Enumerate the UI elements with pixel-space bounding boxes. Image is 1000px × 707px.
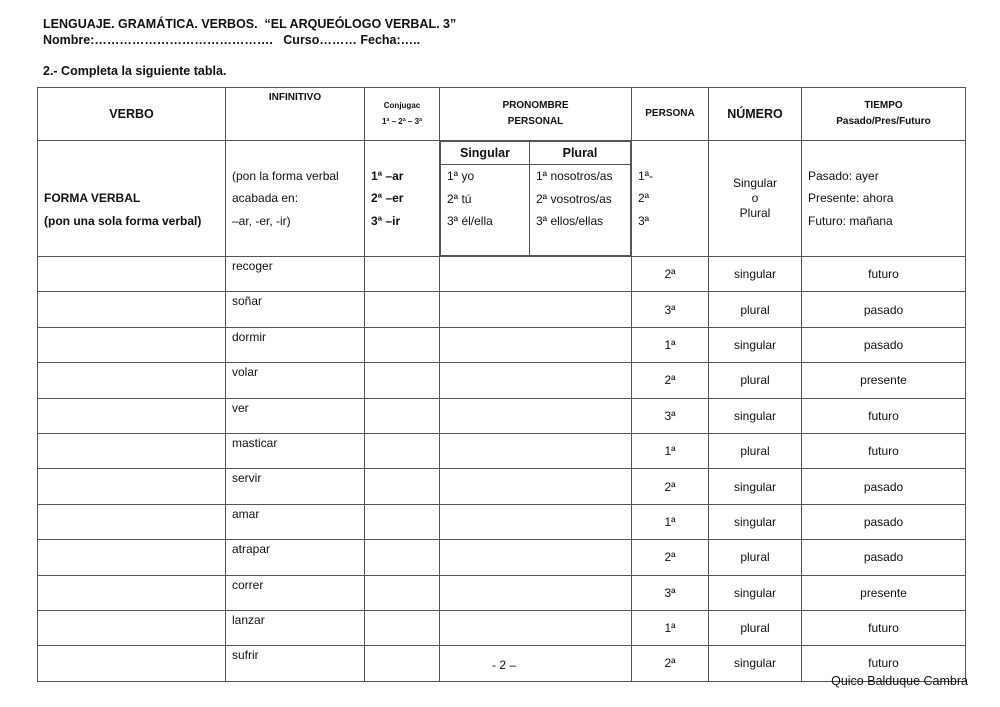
infinitivo-cell: dormir [226, 327, 365, 362]
tiempo-cell: futuro [802, 398, 966, 433]
conjugacion-cell[interactable] [365, 540, 440, 575]
numero-cell: plural [709, 363, 802, 398]
conjugacion-cell[interactable] [365, 398, 440, 433]
header-conjugacion [365, 88, 440, 141]
header-verbo: VERBO [38, 88, 226, 141]
verb-table [37, 87, 966, 682]
table-row [38, 575, 966, 610]
singular-pronoun: 3ª él/ella [447, 214, 493, 228]
table-row [38, 257, 966, 292]
tiempo-cell: presente [802, 363, 966, 398]
table-row [38, 363, 966, 398]
table-row [38, 610, 966, 645]
persona-cell: 2ª [632, 540, 709, 575]
legend-conjugacion [365, 141, 440, 257]
header-tiempo-label: TIEMPO [864, 100, 903, 111]
persona-cell: 3ª [632, 398, 709, 433]
legend-numero [709, 141, 802, 257]
plural-head: Plural [530, 142, 631, 165]
numero-cell: plural [709, 540, 802, 575]
tiempo-cell: pasado [802, 469, 966, 504]
tiempo-cell: pasado [802, 504, 966, 539]
infinitivo-cell: atrapar [226, 540, 365, 575]
conjugacion-cell[interactable] [365, 610, 440, 645]
legend-numero-line: Plural [739, 206, 771, 220]
legend-inf-line: –ar, -er, -ir) [232, 213, 291, 228]
infinitivo-cell: amar [226, 504, 365, 539]
legend-pronombres [440, 141, 632, 257]
legend-persona-line: 1ª- [638, 168, 654, 183]
persona-cell: 3ª [632, 575, 709, 610]
forma-verbal-cell[interactable] [38, 398, 226, 433]
numero-cell: plural [709, 292, 802, 327]
header-tiempo [802, 88, 966, 141]
forma-verbal-cell[interactable] [38, 469, 226, 504]
legend-inf-line: acabada en: [232, 191, 299, 206]
legend-tiempo-line: Presente: ahora [808, 191, 894, 206]
numero-cell: singular [709, 575, 802, 610]
infinitivo-cell: volar [226, 363, 365, 398]
table-row [38, 398, 966, 433]
persona-cell: 2ª [632, 363, 709, 398]
plural-pronoun: 2ª vosotros/as [536, 191, 612, 206]
persona-cell: 3ª [632, 292, 709, 327]
numero-cell: singular [709, 469, 802, 504]
pronoun-subtable [440, 141, 631, 256]
plural-pronoun: 3ª ellos/ellas [536, 214, 604, 228]
tiempo-cell: futuro [802, 610, 966, 645]
numero-cell: plural [709, 610, 802, 645]
forma-verbal-cell[interactable] [38, 504, 226, 539]
singular-pronoun: 2ª tú [447, 191, 472, 206]
header-pronombre-label: PRONOMBRE [502, 100, 569, 111]
header-personal-label: PERSONAL [507, 116, 564, 127]
forma-verbal-cell[interactable] [38, 646, 226, 681]
legend-conj-line: 2ª –er [371, 191, 404, 206]
pronombre-cell[interactable] [440, 469, 632, 504]
legend-forma-verbal-label: FORMA VERBAL [44, 191, 141, 206]
pronombre-cell[interactable] [440, 540, 632, 575]
numero-cell: singular [709, 398, 802, 433]
worksheet-title: LENGUAJE. GRAMÁTICA. VERBOS. “EL ARQUEÓLOGO VERBAL. 3” [43, 17, 457, 31]
header-tiempo-sub: Pasado/Pres/Futuro [836, 116, 931, 127]
persona-cell: 2ª [632, 257, 709, 292]
tiempo-cell: futuro [802, 257, 966, 292]
pronombre-cell[interactable] [440, 646, 632, 681]
pronombre-cell[interactable] [440, 575, 632, 610]
legend-numero-line: Singular [732, 176, 778, 190]
conjugacion-cell[interactable] [365, 469, 440, 504]
singular-pronouns [441, 165, 530, 256]
table-row [38, 292, 966, 327]
legend-infinitivo [226, 141, 365, 257]
plural-pronoun: 1ª nosotros/as [536, 169, 613, 183]
forma-verbal-cell[interactable] [38, 327, 226, 362]
singular-head: Singular [441, 142, 530, 165]
header-conjugac-sub: 1ª – 2ª – 3ª [381, 117, 423, 126]
tiempo-cell: futuro [802, 646, 966, 681]
pronombre-cell[interactable] [440, 257, 632, 292]
infinitivo-cell: sufrir [226, 646, 365, 681]
persona-cell: 1ª [632, 610, 709, 645]
header-infinitivo: INFINITIVO [226, 88, 365, 141]
instruction-text: 2.- Completa la siguiente tabla. [43, 64, 227, 78]
forma-verbal-cell[interactable] [38, 575, 226, 610]
forma-verbal-cell[interactable] [38, 363, 226, 398]
tiempo-cell: pasado [802, 327, 966, 362]
persona-cell: 1ª [632, 504, 709, 539]
author-credit: Quico Balduque Cambra [831, 674, 968, 688]
singular-pronoun: 1ª yo [447, 169, 475, 183]
infinitivo-cell: soñar [226, 292, 365, 327]
tiempo-cell: presente [802, 575, 966, 610]
conjugacion-cell[interactable] [365, 327, 440, 362]
numero-cell: singular [709, 327, 802, 362]
header-conjugac-label: Conjugac [383, 101, 421, 110]
pronombre-cell[interactable] [440, 327, 632, 362]
table-row [38, 433, 966, 468]
forma-verbal-cell[interactable] [38, 292, 226, 327]
forma-verbal-cell[interactable] [38, 540, 226, 575]
legend-row [38, 141, 966, 257]
tiempo-cell: futuro [802, 433, 966, 468]
forma-verbal-cell[interactable] [38, 610, 226, 645]
header-persona: PERSONA [632, 88, 709, 141]
header-numero: NÚMERO [709, 88, 802, 141]
persona-cell: 2ª [632, 646, 709, 681]
header-pronombre [440, 88, 632, 141]
pronombre-cell[interactable] [440, 433, 632, 468]
plural-pronouns [530, 165, 631, 256]
legend-forma-verbal-note: (pon una sola forma verbal) [44, 213, 202, 228]
pronombre-cell[interactable] [440, 363, 632, 398]
table-row [38, 327, 966, 362]
legend-conj-line: 3ª –ir [371, 213, 401, 228]
numero-cell: singular [709, 646, 802, 681]
legend-conj-line: 1ª –ar [371, 168, 404, 183]
forma-verbal-cell[interactable] [38, 257, 226, 292]
table-row [38, 540, 966, 575]
numero-cell: plural [709, 433, 802, 468]
conjugacion-cell[interactable] [365, 257, 440, 292]
pronombre-cell[interactable] [440, 292, 632, 327]
conjugacion-cell[interactable] [365, 575, 440, 610]
persona-cell: 1ª [632, 327, 709, 362]
infinitivo-cell: servir [226, 469, 365, 504]
legend-persona-line: 3ª [638, 213, 650, 228]
conjugacion-cell[interactable] [365, 504, 440, 539]
table-row [38, 504, 966, 539]
legend-tiempo-line: Futuro: mañana [808, 213, 893, 228]
tiempo-cell: pasado [802, 292, 966, 327]
student-info-line: Nombre:……………………………………. Curso……… Fecha:….. [43, 33, 421, 47]
tiempo-cell: pasado [802, 540, 966, 575]
infinitivo-cell: recoger [226, 257, 365, 292]
legend-forma-verbal [38, 141, 226, 257]
conjugacion-cell[interactable] [365, 433, 440, 468]
numero-cell: singular [709, 504, 802, 539]
conjugacion-cell[interactable] [365, 646, 440, 681]
infinitivo-cell: lanzar [226, 610, 365, 645]
conjugacion-cell[interactable] [365, 363, 440, 398]
numero-cell: singular [709, 257, 802, 292]
legend-persona-line: 2ª [638, 191, 650, 206]
page-number: - 2 – [492, 658, 517, 672]
infinitivo-cell: correr [226, 575, 365, 610]
legend-numero-line: o [751, 191, 759, 205]
infinitivo-cell: masticar [226, 433, 365, 468]
table-row [38, 469, 966, 504]
pronombre-cell[interactable] [440, 504, 632, 539]
persona-cell: 1ª [632, 433, 709, 468]
infinitivo-cell: ver [226, 398, 365, 433]
pronombre-cell[interactable] [440, 398, 632, 433]
legend-persona [632, 141, 709, 257]
legend-tiempo [802, 141, 966, 257]
forma-verbal-cell[interactable] [38, 433, 226, 468]
header-row [38, 88, 966, 141]
legend-tiempo-line: Pasado: ayer [808, 168, 879, 183]
pronombre-cell[interactable] [440, 610, 632, 645]
conjugacion-cell[interactable] [365, 292, 440, 327]
persona-cell: 2ª [632, 469, 709, 504]
legend-inf-line: (pon la forma verbal [232, 168, 339, 183]
